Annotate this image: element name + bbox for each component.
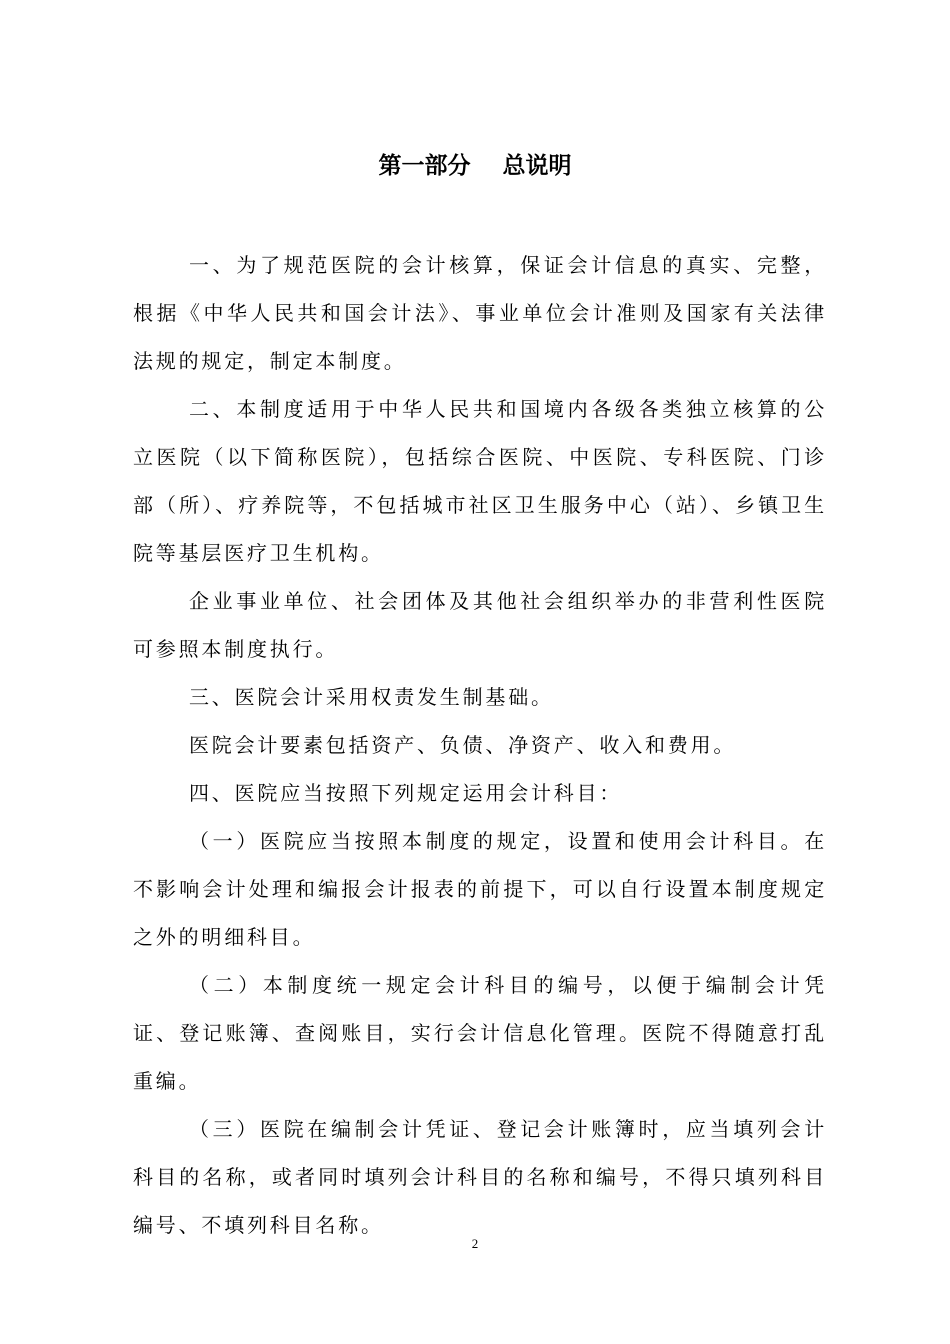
body-text xyxy=(133,241,827,1249)
paragraph-9: （三）医院在编制会计凭证、登记会计账簿时，应当填列会计科目的名称，或者同时填列会计科目的名称和编号，不得只填列科目编号、不填列科目名称。 xyxy=(133,1117,827,1237)
page-number: 2 xyxy=(471,1236,479,1251)
paragraph-6: 四、医院应当按照下列规定运用会计科目： xyxy=(189,781,623,805)
paragraph-2: 二、本制度适用于中华人民共和国境内各级各类独立核算的公立医院（以下简称医院），包括综合医院、中医院、专科医院、门诊部（所）、疗养院等，不包括城市社区卫生服务中心（站）、乡镇卫生院等基层医疗卫生机构。 xyxy=(133,397,827,565)
page-title: 第一部分 总说明 xyxy=(378,153,572,179)
paragraph-4: 三、医院会计采用权责发生制基础。 xyxy=(189,685,554,709)
paragraph-8: （二）本制度统一规定会计科目的编号，以便于编制会计凭证、登记账簿、查阅账目，实行会计信息化管理。医院不得随意打乱重编。 xyxy=(133,973,827,1093)
paragraph-5: 医院会计要素包括资产、负债、净资产、收入和费用。 xyxy=(189,733,737,757)
paragraph-3: 企业事业单位、社会团体及其他社会组织举办的非营利性医院可参照本制度执行。 xyxy=(133,589,827,661)
paragraph-1: 一、为了规范医院的会计核算，保证会计信息的真实、完整，根据《中华人民共和国会计法》、事业单位会计准则及国家有关法律法规的规定，制定本制度。 xyxy=(133,253,827,373)
paragraph-7: （一）医院应当按照本制度的规定，设置和使用会计科目。在不影响会计处理和编报会计报表的前提下，可以自行设置本制度规定之外的明细科目。 xyxy=(133,829,827,949)
